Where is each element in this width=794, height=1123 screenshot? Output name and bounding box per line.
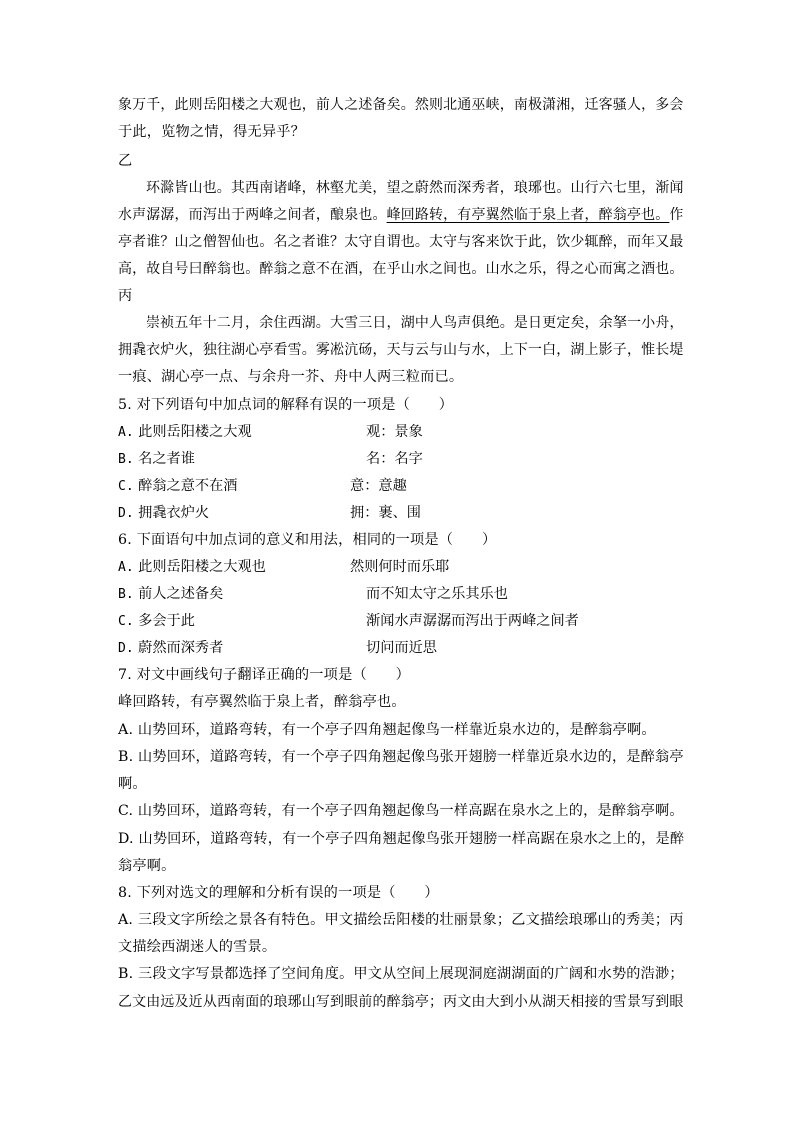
- q5-option-a-answer: 观：景象: [366, 424, 423, 440]
- q8-stem: 8. 下列对选文的理解和分析有误的一项是（ ）: [118, 885, 439, 901]
- q5-option-d-answer: 拥：裹、围: [350, 505, 421, 521]
- q5-option-d: D. 拥毳衣炉火: [118, 505, 210, 521]
- passage-b-line-2-end: 作: [669, 207, 684, 223]
- q8-option-a-line-1: A. 三段文字所绘之景各有特色。甲文描绘岳阳楼的壮丽景象；乙文描绘琅琊山的秀美；丙: [118, 912, 684, 928]
- q7-option-a: A. 山势回环，道路弯转，有一个亭子四角翘起像鸟一样靠近泉水边的，是醉翁亭啊。: [118, 722, 656, 738]
- q5-option-c: C. 醉翁之意不在酒: [118, 478, 238, 494]
- passage-a-line-1: 象万千，此则岳阳楼之大观也，前人之述备矣。然则北通巫峡，南极潇湘，迁客骚人，多会: [118, 97, 684, 113]
- q8-option-b-line-1: B. 三段文字写景都选择了空间角度。甲文从空间上展现洞庭湖湖面的广阔和水势的浩渺；: [118, 966, 684, 982]
- q5-option-c-answer: 意：意趣: [350, 478, 407, 494]
- q6-option-c-answer: 渐闻水声潺潺而泻出于两峰之间者: [366, 613, 579, 629]
- passage-c-label: 丙: [118, 288, 133, 304]
- q8-option-b-line-2: 乙文由远及近从西南面的琅琊山写到眼前的醉翁亭；丙文由大到小从湖天相接的雪景写到眼: [118, 994, 684, 1010]
- passage-c-line-2: 拥毳衣炉火，独往湖心亭看雪。雾凇沆砀，天与云与山与水，上下一白，湖上影子，惟长堤: [118, 342, 684, 358]
- q6-option-d-answer: 切问而近思: [366, 640, 437, 656]
- passage-a-line-2: 于此，览物之情，得无异乎？: [118, 124, 306, 140]
- q5-option-b-answer: 名：名字: [366, 451, 423, 467]
- q6-stem: 6. 下面语句中加点词的意义和用法，相同的一项是（ ）: [118, 532, 497, 548]
- passage-c-line-3: 一痕、湖心亭一点、与余舟一芥、舟中人两三粒而已。: [118, 369, 464, 385]
- q7-option-b-line-1: B. 山势回环，道路弯转，有一个亭子四角翘起像鸟张开翅膀一样靠近泉水边的，是醉翁亭: [118, 749, 684, 765]
- q5-option-b: B. 名之者谁: [118, 451, 195, 467]
- q7-option-c: C. 山势回环，道路弯转，有一个亭子四角翘起像鸟一样高踞在泉水之上的，是醉翁亭啊。: [118, 803, 684, 819]
- passage-b-line-1: 环滁皆山也。其西南诸峰，林壑尤美，望之蔚然而深秀者，琅琊也。山行六七里，渐闻: [146, 180, 684, 196]
- q5-stem: 5. 对下列语句中加点词的解释有误的一项是（ ）: [118, 397, 454, 413]
- passage-b-line-2-start: 水声潺潺，而泻出于两峰之间者，酿泉也。: [118, 207, 387, 223]
- underlined-sentence: 峰回路转，有亭翼然临于泉上者，醉翁亭也。: [386, 207, 670, 223]
- q5-option-a: A. 此则岳阳楼之大观: [118, 424, 252, 440]
- q8-option-a-line-2: 文描绘西湖迷人的雪景。: [118, 939, 277, 955]
- passage-b-line-4: 高，故自号曰醉翁也。醉翁之意不在酒，在乎山水之间也。山水之乐，得之心而寓之酒也。: [118, 261, 684, 277]
- q7-option-b-line-2: 啊。: [118, 776, 147, 792]
- q7-option-d-line-1: D. 山势回环，道路弯转，有一个亭子四角翘起像鸟张开翅膀一样高踞在泉水之上的，是醉: [118, 831, 685, 847]
- q6-option-d: D. 蔚然而深秀者: [118, 640, 224, 656]
- q6-option-a: A. 此则岳阳楼之大观也: [118, 559, 266, 575]
- q7-option-d-line-2: 翁亭啊。: [118, 858, 176, 874]
- passage-b-line-2: [118, 205, 684, 225]
- q6-option-b: B. 前人之述备矣: [118, 586, 224, 602]
- q6-option-c: C. 多会于此: [118, 613, 195, 629]
- q7-sentence: 峰回路转，有亭翼然临于泉上者，醉翁亭也。: [118, 694, 406, 710]
- q6-option-a-answer: 然则何时而乐耶: [350, 559, 450, 575]
- passage-b-label: 乙: [118, 153, 133, 169]
- passage-c-line-1: 崇祯五年十二月，余住西湖。大雪三日，湖中人鸟声俱绝。是日更定矣，余拏一小舟，: [146, 315, 684, 331]
- passage-b-line-3: 亭者谁？山之僧智仙也。名之者谁？太守自谓也。太守与客来饮于此，饮少辄醉，而年又最: [118, 234, 684, 250]
- q6-option-b-answer: 而不知太守之乐其乐也: [366, 586, 508, 602]
- q7-stem: 7. 对文中画线句子翻译正确的一项是（ ）: [118, 667, 411, 683]
